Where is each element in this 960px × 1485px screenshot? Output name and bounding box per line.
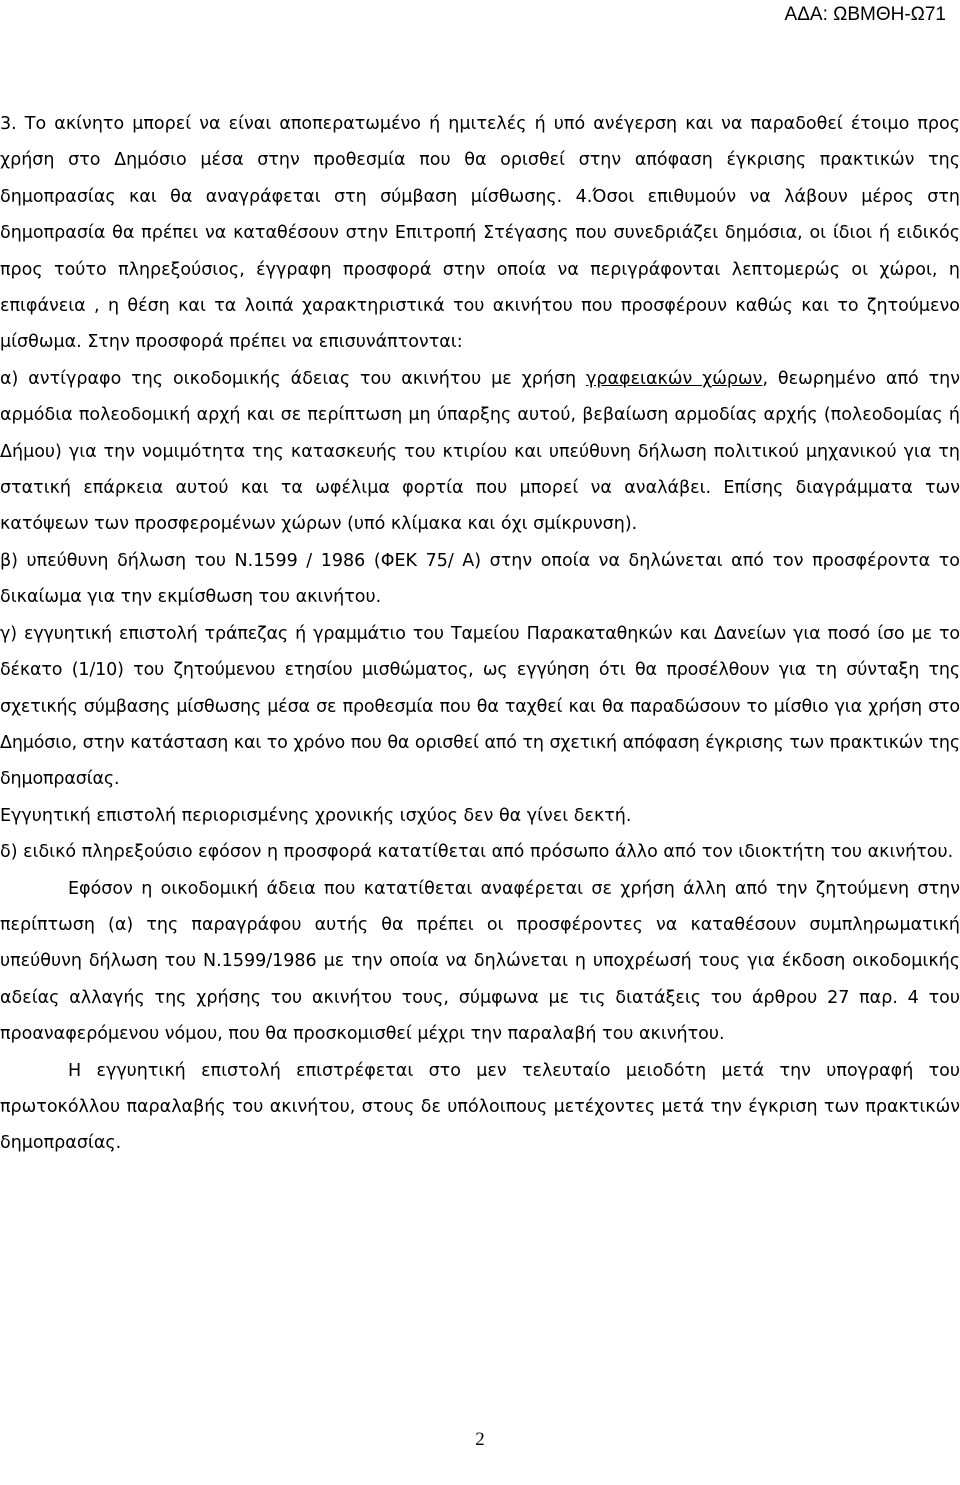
paragraph-3 bbox=[0, 106, 960, 361]
paragraph-guarantee-return: Η εγγυητική επιστολή επιστρέφεται στο μεν τελευταίο μειοδότη μετά την υπογραφή του πρωτοκόλλου παραλαβής του ακινήτου, στους δε υπόλοιπους μετέχοντες μετά την έγκριση των πρακτικών δημοπρασίας. bbox=[0, 1060, 960, 1154]
item-a bbox=[0, 361, 960, 543]
item-a-text-start: α) αντίγραφο της οικοδομικής άδειας του ακινήτου με χρήση bbox=[0, 368, 577, 389]
paragraph-4-text: 4.Όσοι επιθυμούν να λάβουν μέρος στη δημοπρασία θα πρέπει να καταθέσουν στην Επιτροπή Στέγασης που συνεδριάζει δημόσια, οι ίδιοι ή ειδικός προς τούτο πληρεξούσιος, έγγραφη προσφορά στην οποία να περιγράφονται λεπτομερώς οι χώροι, η επιφάνεια , η θέση και τα λοιπά χαρακτηριστικά του ακινήτου που προσφέρουν καθώς και το ζητούμενο μίσθωμα. bbox=[0, 186, 960, 353]
attachments-intro: Στην προσφορά πρέπει να επισυνάπτονται: bbox=[87, 332, 463, 353]
paragraph-3-text: 3. Το ακίνητο μπορεί να είναι αποπερατωμένο ή ημιτελές ή υπό ανέγερση και να παραδοθεί έτοιμο προς χρήση στο Δημόσιο μέσα στην προθεσμία που θα ορισθεί στην απόφαση έγκρισης πρακτικών της δημοπρασίας και θα αναγράφεται στη σύμβαση μίσθωσης. bbox=[0, 114, 960, 207]
item-b: β) υπεύθυνη δήλωση του Ν.1599 / 1986 (ΦΕΚ 75/ Α) στην οποία να δηλώνεται από τον προσφέροντα το δικαίωμα για την εκμίσθωση του ακινήτου. bbox=[0, 550, 960, 608]
page-number: 2 bbox=[475, 1429, 485, 1450]
item-d: δ) ειδικό πληρεξούσιο εφόσον η προσφορά κατατίθεται από πρόσωπο άλλο από τον ιδιοκτήτη του ακινήτου. bbox=[0, 842, 954, 863]
item-c: γ) εγγυητική επιστολή τράπεζας ή γραμμάτιο του Ταμείου Παρακαταθηκών και Δανείων για ποσό ίσο με το δέκατο (1/10) του ζητούμενου ετησίου μισθώματος, ως εγγύηση ότι θα προσέλθουν για τη σύνταξη της σχετικής σύμβασης μίσθωσης μέσα σε προθεσμία που θα ταχθεί και θα παραδώσουν το μίσθιο για χρήση στο Δημόσιο, στην κατάσταση και το χρόνο που θα ορισθεί από τη σχετική απόφαση έγκρισης των πρακτικών της δημοπρασίας. bbox=[0, 623, 960, 790]
paragraph-change-of-use: Εφόσον η οικοδομική άδεια που κατατίθεται αναφέρεται σε χρήση άλλη από την ζητούμενη στην περίπτωση (α) της παραγράφου αυτής θα πρέπει οι προσφέροντες να καταθέσουν συμπληρωματική υπεύθυνη δήλωση του Ν.1599/1986 με την οποία να δηλώνεται η υποχρέωσή τους για έκδοση οικοδομικής αδείας αλλαγής της χρήσης του ακινήτου τους, σύμφωνα με τις διατάξεις του άρθρου 27 παρ. 4 του προαναφερόμενου νόμου, που θα προσκομισθεί μέχρι την παραλαβή του ακινήτου. bbox=[0, 878, 960, 1045]
item-a-underlined-text: γραφειακών χώρων bbox=[586, 368, 763, 389]
document-body bbox=[0, 106, 960, 1162]
item-c-note: Εγγυητική επιστολή περιορισμένης χρονικής ισχύος δεν θα γίνει δεκτή. bbox=[0, 805, 632, 826]
item-a-text-end: , θεωρημένο από την αρμόδια πολεοδομική αρχή και σε περίπτωση μη ύπαρξης αυτού, βεβαίωση αρμοδίας αρχής (πολεοδομίας ή Δήμου) για την νομιμότητα της κατασκευής του κτιρίου και υπεύθυνη δήλωση πολιτικού μηχανικού για τη στατική επάρκεια αυτού και τα ωφέλιμα φορτία που μπορεί να αναλάβει. Επίσης διαγράμματα των κατόψεων των προσφερομένων χώρων (υπό κλίμακα και όχι σμίκρυνση). bbox=[0, 368, 960, 535]
document-ada-code: ΑΔΑ: ΩΒΜΘΗ-Ω71 bbox=[784, 4, 946, 25]
